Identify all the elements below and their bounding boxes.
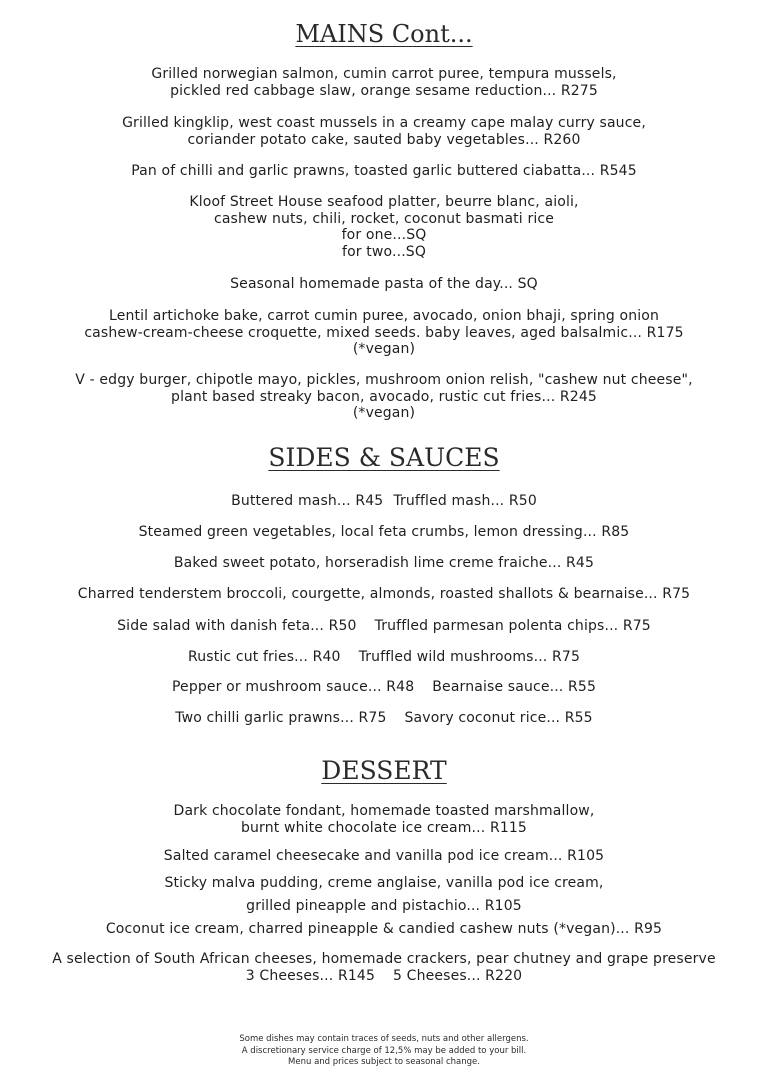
side-item: Steamed green vegetables, local feta crumbs, lemon dressing... R85: [138, 524, 630, 540]
sides-row: [0, 649, 768, 666]
menu-item-line: pickled red cabbage slaw, orange sesame reduction... R275: [170, 82, 598, 99]
menu-item-line: Sticky malva pudding, creme anglaise, vanilla pod ice cream,: [164, 875, 604, 891]
sides-row: [0, 679, 768, 696]
menu-item-pasta: [0, 276, 768, 293]
sides-row: [0, 524, 768, 541]
menu-item-line: Pan of chilli and garlic prawns, toasted garlic buttered ciabatta... R545: [131, 163, 637, 179]
menu-item-lentil-bake: [0, 308, 768, 358]
menu-item-line: cashew-cream-cheese croquette, mixed seeds. baby leaves, aged balsalmic... R175: [84, 324, 684, 341]
menu-item-prawns: [0, 163, 768, 180]
menu-item-line: burnt white chocolate ice cream... R115: [241, 819, 527, 836]
cheese-option: 3 Cheeses... R145: [245, 968, 375, 984]
menu-item-line: cashew nuts, chili, rocket, coconut basmati rice: [213, 210, 555, 227]
side-item: Truffled wild mushrooms... R75: [358, 649, 580, 665]
side-item: Pepper or mushroom sauce... R48: [171, 679, 415, 695]
menu-item-line: Kloof Street House seafood platter, beurre blanc, aioli,: [189, 194, 579, 210]
sides-row: [0, 493, 768, 510]
side-item: Baked sweet potato, horseradish lime creme fraiche... R45: [173, 555, 595, 571]
dessert-heading: DESSERT: [321, 756, 447, 785]
menu-item-line: Salted caramel cheesecake and vanilla pod ice cream... R105: [163, 848, 605, 864]
menu-item-line: A selection of South African cheeses, homemade crackers, pear chutney and grape preserve: [52, 951, 716, 967]
menu-item-line: V - edgy burger, chipotle mayo, pickles, mushroom onion relish, "cashew nut cheese",: [75, 372, 693, 388]
menu-item-line: Lentil artichoke bake, carrot cumin puree, avocado, onion bhaji, spring onion: [108, 308, 659, 324]
menu-item-line: grilled pineapple and pistachio... R105: [246, 898, 522, 914]
menu-item-line: for one...SQ: [341, 227, 427, 243]
menu-item-line: (*vegan): [352, 341, 416, 357]
dessert-item-cheesecake: [0, 848, 768, 865]
cheese-option: 5 Cheeses... R220: [393, 968, 523, 984]
menu-item-line: Seasonal homemade pasta of the day... SQ: [230, 276, 538, 292]
dessert-item-fondant: [0, 803, 768, 836]
side-item: Side salad with danish feta... R50: [117, 618, 357, 634]
mains-heading: MAINS Cont...: [295, 20, 473, 48]
menu-item-seafood-platter: [0, 194, 768, 260]
side-item: Truffled mash... R50: [393, 493, 537, 509]
menu-item-line: (*vegan): [352, 405, 416, 421]
menu-item-line: Dark chocolate fondant, homemade toasted marshmallow,: [173, 803, 595, 819]
footer-line: Menu and prices subject to seasonal change.: [288, 1057, 480, 1067]
sides-row: [0, 555, 768, 572]
menu-item-line: Coconut ice cream, charred pineapple & candied cashew nuts (*vegan)... R95: [105, 921, 663, 937]
menu-item-line: Grilled kingklip, west coast mussels in a creamy cape malay curry sauce,: [122, 115, 646, 131]
footer-line: Some dishes may contain traces of seeds, nuts and other allergens.: [239, 1034, 529, 1044]
side-item: Two chilli garlic prawns... R75: [175, 710, 387, 726]
sides-heading: SIDES & SAUCES: [268, 443, 500, 472]
dessert-item-cheeses: [0, 951, 768, 968]
sides-row: [0, 618, 768, 635]
menu-item-line: plant based streaky bacon, avocado, rustic cut fries... R245: [171, 388, 597, 405]
side-item: Truffled parmesan polenta chips... R75: [374, 618, 651, 634]
side-item: Charred tenderstem broccoli, courgette, almonds, roasted shallots & bearnaise... R75: [77, 586, 691, 602]
side-item: Buttered mash... R45: [231, 493, 384, 509]
allergen-footer: [0, 1034, 768, 1069]
dessert-item-malva-cont: [0, 898, 768, 915]
menu-item-line: for two...SQ: [341, 243, 427, 260]
menu-item-line: Grilled norwegian salmon, cumin carrot puree, tempura mussels,: [151, 66, 617, 82]
dessert-item-malva: [0, 875, 768, 892]
menu-item-vegan-burger: [0, 372, 768, 422]
menu-item-salmon: [0, 66, 768, 99]
cheese-options-row: [0, 968, 768, 985]
dessert-item-coconut: [0, 921, 768, 938]
side-item: Savory coconut rice... R55: [404, 710, 593, 726]
menu-item-kingklip: [0, 115, 768, 148]
side-item: Rustic cut fries... R40: [188, 649, 341, 665]
sides-row: [0, 586, 768, 603]
menu-item-line: coriander potato cake, sauted baby vegetables... R260: [187, 131, 581, 148]
side-item: Bearnaise sauce... R55: [432, 679, 597, 695]
footer-line: A discretionary service charge of 12,5% may be added to your bill.: [241, 1045, 527, 1056]
sides-row: [0, 710, 768, 727]
